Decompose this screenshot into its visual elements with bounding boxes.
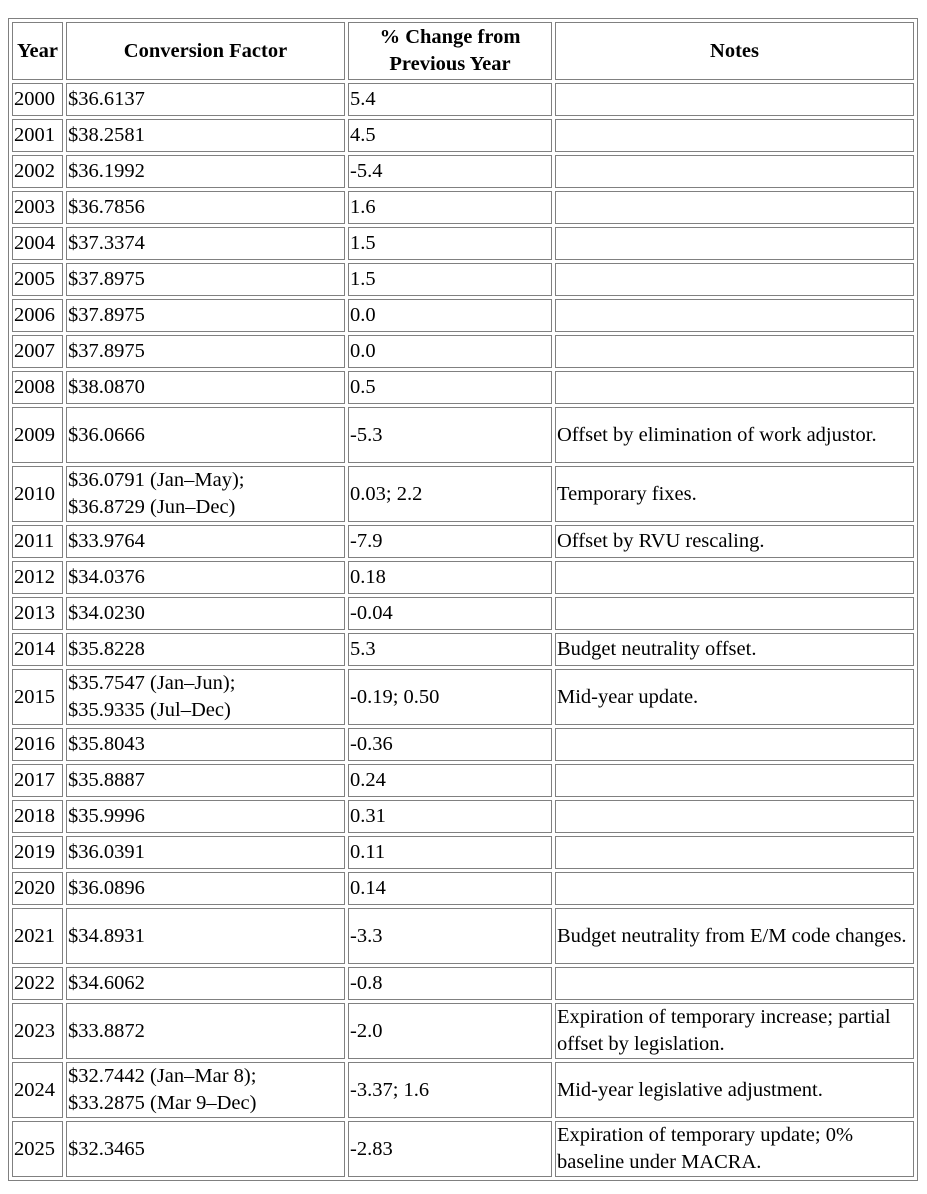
table-row [12, 836, 914, 869]
pct-change-cell: 0.0 [348, 299, 552, 332]
year-cell: 2023 [12, 1003, 63, 1059]
notes-cell [555, 263, 914, 296]
table-row [12, 764, 914, 797]
conversion-factor-cell [66, 1121, 345, 1177]
table-row [12, 227, 914, 260]
table-row [12, 561, 914, 594]
notes-cell [555, 227, 914, 260]
conversion-factor-value: $32.7442 (Jan–Mar 8); [68, 1065, 257, 1087]
pct-change-cell: 5.3 [348, 633, 552, 666]
conversion-factor-header: Conversion Factor [66, 22, 345, 80]
table-row [12, 728, 914, 761]
pct-change-cell: -2.0 [348, 1003, 552, 1059]
pct-change-cell: 0.0 [348, 335, 552, 368]
notes-cell: Offset by RVU rescaling. [555, 525, 914, 558]
notes-cell [555, 800, 914, 833]
conversion-factor-cell [66, 669, 345, 725]
conversion-factor-value: $36.0896 [68, 877, 145, 899]
notes-cell [555, 597, 914, 630]
conversion-factor-value: $36.0666 [68, 423, 145, 446]
conversion-factor-cell [66, 525, 345, 558]
table-row [12, 155, 914, 188]
notes-cell [555, 967, 914, 1000]
conversion-factor-value: $37.8975 [68, 268, 145, 290]
year-cell: 2019 [12, 836, 63, 869]
year-cell: 2016 [12, 728, 63, 761]
conversion-factor-cell [66, 83, 345, 116]
year-cell: 2021 [12, 908, 63, 964]
table-row [12, 466, 914, 522]
table-row [12, 371, 914, 404]
pct-change-cell: 1.5 [348, 227, 552, 260]
conversion-factor-value: $37.8975 [68, 304, 145, 326]
notes-cell [555, 119, 914, 152]
notes-cell [555, 83, 914, 116]
year-cell: 2002 [12, 155, 63, 188]
year-cell: 2011 [12, 525, 63, 558]
conversion-factor-value: $33.2875 (Mar 9–Dec) [68, 1092, 257, 1114]
pct-change-cell: -5.3 [348, 407, 552, 463]
year-cell: 2014 [12, 633, 63, 666]
conversion-factor-value: $38.0870 [68, 376, 145, 398]
conversion-factor-value: $35.8043 [68, 733, 145, 755]
notes-cell [555, 299, 914, 332]
table-row [12, 1121, 914, 1177]
table-row [12, 633, 914, 666]
conversion-factor-value: $35.9996 [68, 805, 145, 827]
year-cell: 2003 [12, 191, 63, 224]
pct-change-cell: -3.3 [348, 908, 552, 964]
notes-cell: Expiration of temporary update; 0% baseline under MACRA. [555, 1121, 914, 1177]
conversion-factor-cell [66, 728, 345, 761]
conversion-factor-cell [66, 466, 345, 522]
conversion-factor-value: $37.8975 [68, 340, 145, 362]
conversion-factor-cell [66, 908, 345, 964]
conversion-factor-value: $36.0791 (Jan–May); [68, 469, 245, 491]
table-row [12, 967, 914, 1000]
conversion-factor-cell [66, 371, 345, 404]
conversion-factor-cell [66, 1003, 345, 1059]
conversion-factor-value: $37.3374 [68, 232, 145, 254]
year-cell: 2018 [12, 800, 63, 833]
table-row [12, 119, 914, 152]
conversion-factor-value: $38.2581 [68, 124, 145, 146]
notes-cell [555, 191, 914, 224]
conversion-factor-value: $33.9764 [68, 530, 145, 552]
year-cell: 2000 [12, 83, 63, 116]
conversion-factor-cell [66, 227, 345, 260]
conversion-factor-cell [66, 872, 345, 905]
notes-cell [555, 872, 914, 905]
pct-change-cell: -7.9 [348, 525, 552, 558]
table-row [12, 800, 914, 833]
pct-change-cell: 4.5 [348, 119, 552, 152]
pct-change-cell: -0.04 [348, 597, 552, 630]
year-cell: 2004 [12, 227, 63, 260]
table-row [12, 1062, 914, 1118]
pct-change-cell: -0.8 [348, 967, 552, 1000]
year-cell: 2025 [12, 1121, 63, 1177]
notes-cell: Expiration of temporary increase; partial offset by legislation. [555, 1003, 914, 1059]
conversion-factor-cell [66, 597, 345, 630]
conversion-factor-cell [66, 967, 345, 1000]
notes-cell [555, 371, 914, 404]
notes-cell [555, 155, 914, 188]
conversion-factor-cell [66, 1062, 345, 1118]
year-cell: 2009 [12, 407, 63, 463]
conversion-factor-value: $36.0391 [68, 841, 145, 863]
table-row [12, 263, 914, 296]
year-cell: 2010 [12, 466, 63, 522]
conversion-factor-value: $34.8931 [68, 924, 145, 947]
table-body [12, 83, 914, 1177]
year-cell: 2007 [12, 335, 63, 368]
pct-change-cell: -2.83 [348, 1121, 552, 1177]
pct-change-cell: -5.4 [348, 155, 552, 188]
table-row [12, 872, 914, 905]
year-cell: 2020 [12, 872, 63, 905]
conversion-factor-cell [66, 335, 345, 368]
year-cell: 2008 [12, 371, 63, 404]
pct-change-cell: -0.36 [348, 728, 552, 761]
conversion-factor-value: $35.7547 (Jan–Jun); [68, 672, 236, 694]
table-row [12, 669, 914, 725]
table-row [12, 335, 914, 368]
pct-change-cell: -0.19; 0.50 [348, 669, 552, 725]
year-cell: 2013 [12, 597, 63, 630]
year-header: Year [12, 22, 63, 80]
notes-cell [555, 335, 914, 368]
table-row [12, 525, 914, 558]
conversion-factor-cell [66, 836, 345, 869]
pct-change-cell: 0.18 [348, 561, 552, 594]
notes-cell [555, 561, 914, 594]
conversion-factor-value: $35.9335 (Jul–Dec) [68, 699, 231, 721]
pct-change-cell: -3.37; 1.6 [348, 1062, 552, 1118]
notes-cell: Mid-year legislative adjustment. [555, 1062, 914, 1118]
notes-cell: Mid-year update. [555, 669, 914, 725]
year-cell: 2017 [12, 764, 63, 797]
table-row [12, 191, 914, 224]
notes-cell: Budget neutrality from E/M code changes. [555, 908, 914, 964]
conversion-factor-value: $34.0376 [68, 566, 145, 588]
year-cell: 2024 [12, 1062, 63, 1118]
notes-header: Notes [555, 22, 914, 80]
year-cell: 2015 [12, 669, 63, 725]
pct-change-cell: 0.03; 2.2 [348, 466, 552, 522]
conversion-factor-cell [66, 407, 345, 463]
header-row [12, 22, 914, 80]
notes-cell [555, 728, 914, 761]
pct-change-cell: 1.6 [348, 191, 552, 224]
conversion-factor-value: $35.8887 [68, 769, 145, 791]
conversion-factor-value: $36.6137 [68, 88, 145, 110]
conversion-factor-cell [66, 764, 345, 797]
table-row [12, 83, 914, 116]
pct-change-cell: 0.31 [348, 800, 552, 833]
conversion-factor-value: $36.7856 [68, 196, 145, 218]
conversion-factor-cell [66, 191, 345, 224]
conversion-factor-cell [66, 633, 345, 666]
conversion-factor-value: $35.8228 [68, 638, 145, 660]
table-row [12, 407, 914, 463]
pct-change-cell: 5.4 [348, 83, 552, 116]
pct-change-cell: 0.24 [348, 764, 552, 797]
conversion-factor-value: $34.0230 [68, 602, 145, 624]
conversion-factor-table [8, 18, 918, 1181]
notes-cell: Temporary fixes. [555, 466, 914, 522]
conversion-factor-value: $36.1992 [68, 160, 145, 182]
pct-change-cell: 1.5 [348, 263, 552, 296]
year-cell: 2012 [12, 561, 63, 594]
notes-cell: Budget neutrality offset. [555, 633, 914, 666]
pct-change-cell: 0.5 [348, 371, 552, 404]
conversion-factor-cell [66, 299, 345, 332]
conversion-factor-value: $36.8729 (Jun–Dec) [68, 496, 236, 518]
conversion-factor-cell [66, 119, 345, 152]
table-row [12, 908, 914, 964]
year-cell: 2005 [12, 263, 63, 296]
pct-change-cell: 0.11 [348, 836, 552, 869]
notes-cell [555, 836, 914, 869]
year-cell: 2022 [12, 967, 63, 1000]
conversion-factor-value: $33.8872 [68, 1019, 145, 1042]
pct-change-header: % Change from Previous Year [348, 22, 552, 80]
table-row [12, 299, 914, 332]
table-row [12, 1003, 914, 1059]
table-row [12, 597, 914, 630]
year-cell: 2006 [12, 299, 63, 332]
conversion-factor-value: $34.6062 [68, 972, 145, 994]
conversion-factor-value: $32.3465 [68, 1137, 145, 1160]
conversion-factor-cell [66, 561, 345, 594]
notes-cell [555, 764, 914, 797]
pct-change-cell: 0.14 [348, 872, 552, 905]
year-cell: 2001 [12, 119, 63, 152]
notes-cell: Offset by elimination of work adjustor. [555, 407, 914, 463]
conversion-factor-cell [66, 800, 345, 833]
conversion-factor-cell [66, 263, 345, 296]
conversion-factor-cell [66, 155, 345, 188]
